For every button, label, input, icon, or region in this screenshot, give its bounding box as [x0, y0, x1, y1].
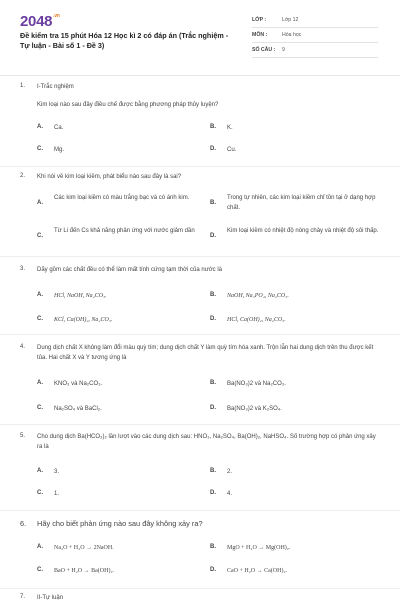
option-label: C.: [37, 316, 43, 322]
option-text: K.: [227, 125, 233, 131]
document-title: Đề kiểm tra 15 phút Hóa 12 Học kì 2 có đáp án (Trắc nghiệm - Tự luận - Bài số 1 - Đề 3): [20, 31, 229, 50]
option-text: 1.: [54, 491, 60, 497]
option-label: C.: [37, 490, 43, 496]
option-text: MgO + H₂O → Mg(OH)₂.: [227, 545, 291, 551]
option-text: Từ Li đến Cs khả năng phản ứng với nước giảm dần: [54, 228, 195, 234]
option-label: C.: [37, 233, 43, 239]
option-text: Ba(NO₃)2 và K₂SO₄.: [227, 406, 282, 412]
option-label: D.: [210, 405, 216, 411]
meta-row-subject: [252, 28, 378, 43]
option-text: HCl, Ca(OH)₂, Na₂CO₃.: [227, 317, 286, 323]
question-section-label: II-Tự luận: [37, 595, 64, 600]
question-text: Khi nói về kim loại kiềm, phát biểu nào sau đây là sai?: [37, 174, 182, 180]
header-divider: [0, 75, 400, 76]
option-text: Ba(NO₃)2 và Na₂CO₃.: [227, 381, 286, 387]
option-label: D.: [210, 490, 216, 496]
meta-key: MÔN :: [252, 32, 268, 38]
option-text: Trong tự nhiên, các kim loại kiềm chỉ tồn tại ở dạng hợp chất.: [227, 195, 376, 211]
option-text: Cu.: [227, 147, 237, 153]
option-text: Na₂O + H₂O → 2NaOH.: [54, 545, 114, 551]
question-text: Kim loại nào sau đây điều chế được bằng phương pháp thủy luyện?: [37, 102, 219, 108]
option-text: Mg.: [54, 147, 65, 153]
option-text: CaO + H₂O → Ca(OH)₂.: [227, 568, 288, 574]
option-label: D.: [210, 146, 216, 152]
option-text: BaO + H₂O → Ba(OH)₂.: [54, 568, 115, 574]
question-text: Dung dịch chất X không làm đổi màu quỳ tím; dung dịch chất Y làm quỳ tím hóa xanh. Trộn lẫn hai dung dịch trên thu được kết tủa. Hai chất X và Y tương ứng là: [37, 345, 374, 361]
option-label: B.: [210, 200, 216, 206]
option-label: A.: [37, 380, 43, 386]
option-text: NaOH, Na₃PO₄, Na₂CO₃.: [227, 293, 289, 299]
option-label: A.: [37, 200, 43, 206]
question-number: 7.: [20, 594, 26, 600]
option-text: Kim loại kiềm có nhiệt độ nóng chảy và nhiệt độ sôi thấp.: [227, 228, 379, 234]
option-label: A.: [37, 292, 43, 298]
question-number: 3.: [20, 266, 26, 272]
option-text: HCl, NaOH, Na₂CO₃.: [54, 293, 107, 299]
meta-key: LỚP :: [252, 17, 267, 23]
option-text: 2.: [227, 469, 233, 475]
option-label: B.: [210, 380, 216, 386]
meta-value: Hóa học: [282, 32, 302, 38]
meta-row-class: [252, 13, 378, 28]
option-label: D.: [210, 233, 216, 239]
option-label: B.: [210, 468, 216, 474]
option-label: B.: [210, 544, 216, 550]
question-divider: [0, 256, 400, 257]
question-number: 6.: [20, 519, 27, 528]
logo-text: 2048: [20, 13, 53, 30]
logo-domain: .vn: [53, 13, 60, 19]
question-divider: [0, 166, 400, 167]
header: [0, 0, 400, 70]
option-label: A.: [37, 544, 43, 550]
question-number: 2.: [20, 173, 26, 179]
question-number: 5.: [20, 433, 26, 439]
option-label: C.: [37, 146, 43, 152]
option-text: Ca.: [54, 125, 64, 131]
option-label: D.: [210, 316, 216, 322]
question-text: Dãy gồm các chất đều có thể làm mất tính cứng tạm thời của nước là: [37, 267, 222, 273]
option-text: KCl, Ca(OH)₂, Na₂CO₃.: [54, 317, 113, 323]
meta-value: Lớp 12: [282, 17, 299, 23]
meta-value: 9: [282, 47, 285, 53]
question-divider: [0, 510, 400, 511]
question-text: Cho dung dịch Ba(HCO₃)₂ lần lượt vào các dung dịch sau: HNO₃, Na₂SO₄, Ba(OH)₂, NaHSO₄. Số trường hợp có phản ứng xảy ra là: [37, 434, 376, 450]
question-divider: [0, 424, 400, 425]
option-label: A.: [37, 468, 43, 474]
question-divider: [0, 334, 400, 335]
option-label: D.: [210, 567, 216, 573]
option-label: A.: [37, 124, 43, 130]
question-section-label: I-Trắc nghiệm: [37, 84, 74, 90]
option-text: KNO₃ và Na₂CO₃.: [54, 381, 103, 387]
option-text: Na₂SO₄ và BaCl₂.: [54, 406, 102, 412]
option-text: 3.: [54, 469, 60, 475]
option-label: C.: [37, 567, 43, 573]
site-logo[interactable]: [20, 13, 60, 30]
question-divider: [0, 588, 400, 589]
question-text: Hãy cho biết phản ứng nào sau đây không xảy ra?: [37, 519, 203, 528]
option-label: B.: [210, 124, 216, 130]
option-label: C.: [37, 405, 43, 411]
option-label: B.: [210, 292, 216, 298]
option-text: Các kim loại kiềm có màu trắng bạc và có ánh kim.: [54, 195, 190, 201]
question-number: 1.: [20, 83, 26, 89]
option-text: 4.: [227, 491, 233, 497]
meta-row-count: [252, 43, 378, 58]
question-number: 4.: [20, 344, 26, 350]
document-meta: [252, 13, 378, 58]
meta-key: SỐ CÂU :: [252, 47, 276, 53]
